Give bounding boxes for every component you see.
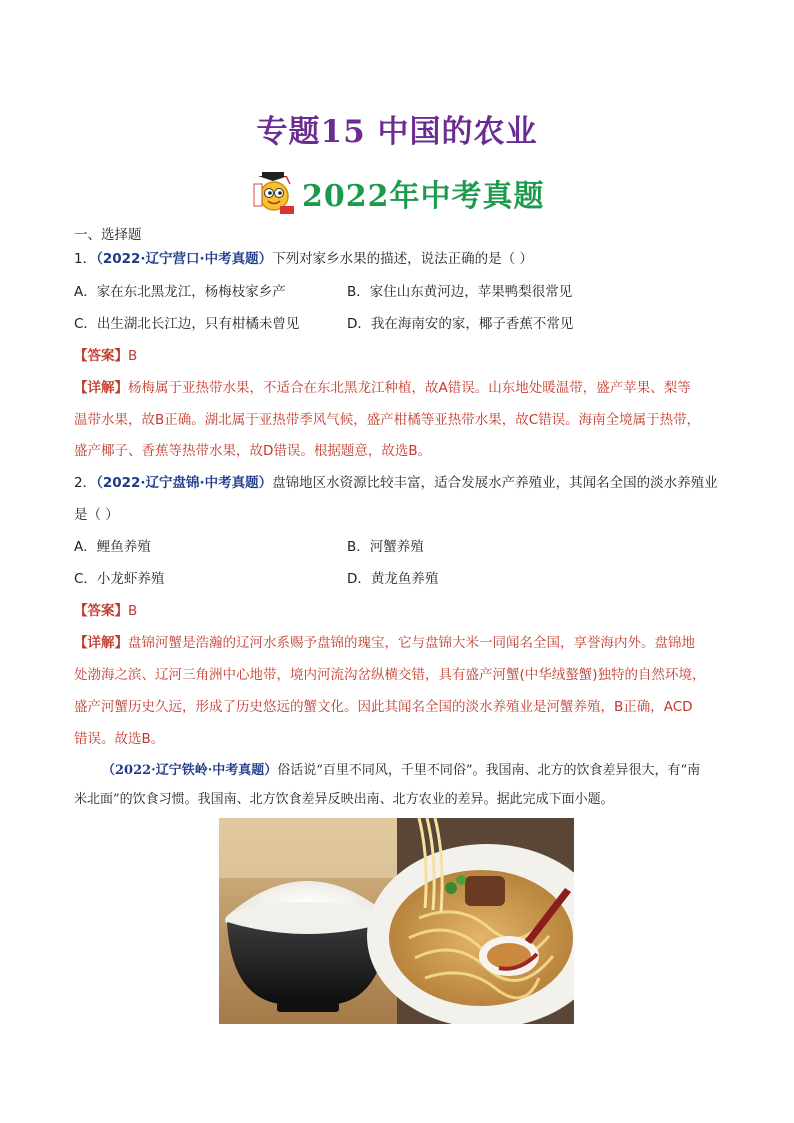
page-title: 专题15 中国的农业 xyxy=(256,114,538,150)
q1-option-c: C．出生湖北长江边，只有柑橘未曾见 xyxy=(74,316,300,332)
q2-answer xyxy=(74,601,137,621)
q3-intro-line-2: 米北面”的饮食习惯。我国南、北方饮食差异反映出南、北方农业的差异。据此完成下面小题。 xyxy=(74,792,614,807)
q1-answer xyxy=(74,346,137,366)
page-subtitle: 2022年中考真题 xyxy=(302,179,545,214)
question-text: 下列对家乡水果的描述，说法正确的是（ ） xyxy=(272,251,533,267)
q1-option-d: D．我在海南安的家，椰子香蕉不常见 xyxy=(347,316,574,332)
question-2-stem xyxy=(74,473,718,493)
detail-tag: 【详解】 xyxy=(74,380,128,396)
q2-detail-line-1 xyxy=(74,633,695,653)
question-text: 盘锦地区水资源比较丰富，适合发展水产养殖业，其闻名全国的淡水养殖业 xyxy=(272,475,718,491)
section-heading: 一、选择题 xyxy=(74,227,142,243)
question-source: （2022·辽宁营口·中考真题） xyxy=(96,251,273,267)
answer-value: B xyxy=(128,348,138,364)
q2-option-d: D．黄龙鱼养殖 xyxy=(347,571,439,587)
q2-option-a: A．鲤鱼养殖 xyxy=(74,539,151,555)
q1-option-a: A．家在东北黑龙江，杨梅枝家乡产 xyxy=(74,284,286,300)
q1-detail-line-2: 温带水果，故B正确。湖北属于亚热带季风气候，盛产柑橘等亚热带水果，故C错误。海南全境属于热带， xyxy=(74,412,701,428)
q3-intro-line-1 xyxy=(102,761,700,781)
question-number: 1． xyxy=(74,251,97,267)
q2-option-b: B．河蟹养殖 xyxy=(347,539,424,555)
rice-noodle-photo xyxy=(219,818,574,1024)
q2-detail-line-2: 处渤海之滨、辽河三角洲中心地带，境内河流沟岔纵横交错，具有盛产河蟹(中华绒螯蟹)独特的自然环境， xyxy=(74,667,706,683)
answer-tag: 【答案】 xyxy=(74,348,128,364)
detail-text: 杨梅属于亚热带水果，不适合在东北黑龙江种植，故A错误。山东地处暖温带，盛产苹果、梨等 xyxy=(128,380,691,396)
q1-detail-line-3: 盛产椰子、香蕉等热带水果，故D错误。根据题意，故选B。 xyxy=(74,443,432,459)
question-source: （2022·辽宁盘锦·中考真题） xyxy=(96,475,273,491)
q1-option-b: B．家住山东黄河边，苹果鸭梨很常见 xyxy=(347,284,573,300)
q2-detail-line-4: 错误。故选B。 xyxy=(74,731,165,747)
question-source: （2022·辽宁铁岭·中考真题） xyxy=(102,763,278,778)
question-number: 2． xyxy=(74,475,97,491)
question-2-stem-cont: 是（ ） xyxy=(74,507,119,523)
mascot-logo xyxy=(250,170,296,216)
q1-detail-line-1 xyxy=(74,378,691,398)
q2-option-c: C．小龙虾养殖 xyxy=(74,571,165,587)
question-text: 俗话说“百里不同风，千里不同俗”。我国南、北方的饮食差异很大，有“南 xyxy=(277,763,701,778)
detail-text: 盘锦河蟹是浩瀚的辽河水系赐予盘锦的瑰宝，它与盘锦大米一同闻名全国，享誉海内外。盘锦地 xyxy=(128,635,695,651)
subtitle-row xyxy=(250,170,545,216)
question-1-stem xyxy=(74,249,533,269)
answer-value: B xyxy=(128,603,138,619)
detail-tag: 【详解】 xyxy=(74,635,128,651)
q2-detail-line-3: 盛产河蟹历史久远，形成了历史悠远的蟹文化。因此其闻名全国的淡水养殖业是河蟹养殖，B正确，ACD xyxy=(74,699,693,715)
answer-tag: 【答案】 xyxy=(74,603,128,619)
